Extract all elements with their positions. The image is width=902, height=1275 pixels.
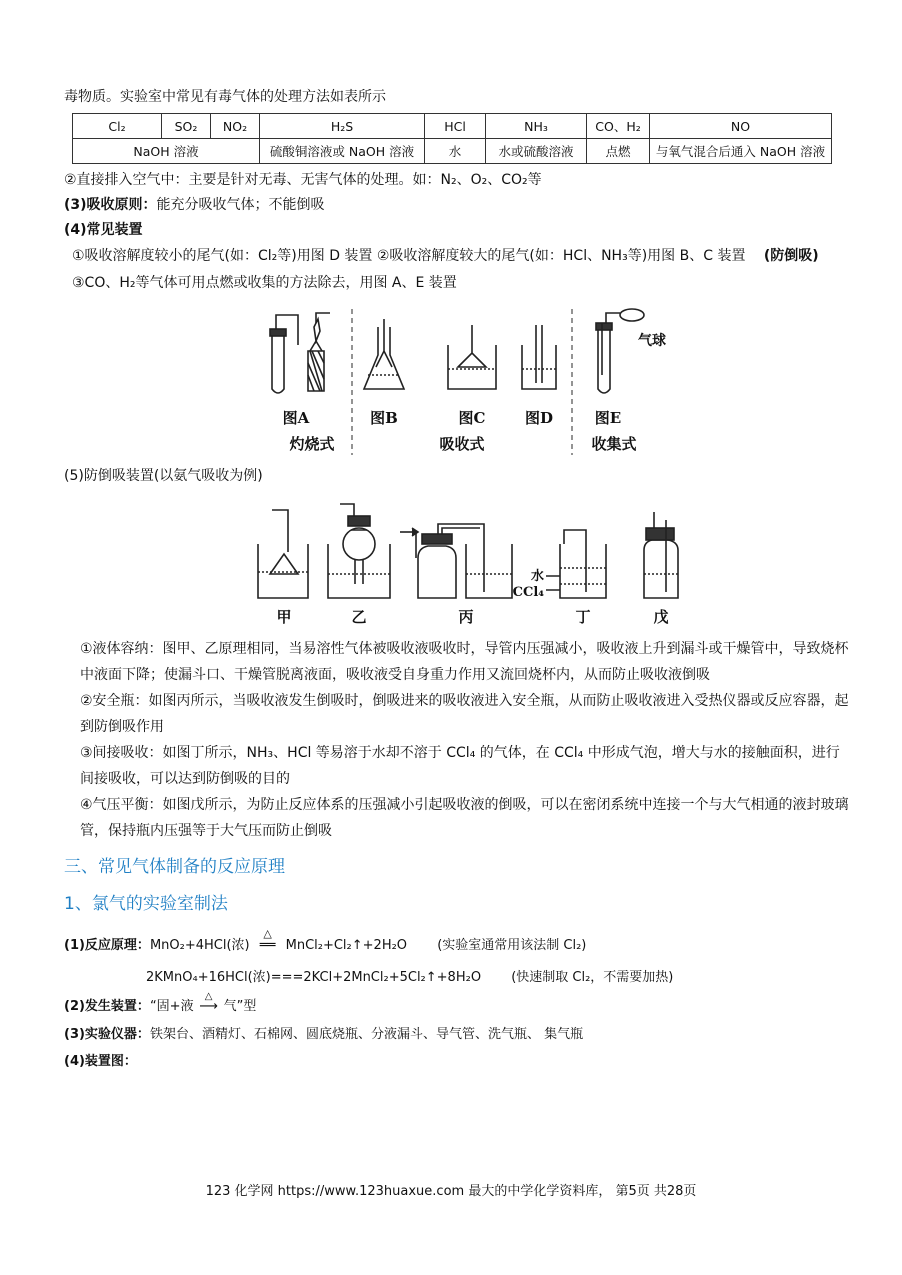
apparatus-figure-label: (4)装置图： (64, 1054, 137, 1069)
reaction-line-1 (64, 927, 587, 956)
toxic-gas-table (72, 113, 832, 164)
generator-line (64, 991, 257, 1017)
gas-header-no: NO (650, 114, 832, 139)
para-indirect-absorb: ③间接吸收：如图丁所示，NH₃、HCl 等易溶于水却不溶于 CCl₄ 的气体，在 CCl₄ 中形成气泡，增大与水的接触面积，进行间接吸收，可以达到防倒吸的目的 (80, 745, 840, 787)
reaction-line-2 (146, 968, 673, 988)
para-safety-bottle: ②安全瓶：如图丙所示，当吸收液发生倒吸时，倒吸进来的吸收液进入安全瓶，从而防止吸收液进入受热仪器或反应容器，起到防倒吸作用 (80, 693, 849, 735)
devices-line-1 (72, 246, 819, 266)
device-ding-diagram (546, 530, 606, 598)
heat-icon: △ (204, 991, 213, 1002)
group-absorb-label: 吸收式 (439, 435, 485, 453)
ccl4-label: CCl₄ (512, 585, 544, 600)
anti-suckback-title: (5)防倒吸装置(以氨气吸收为例) (64, 468, 263, 484)
fig-wu-label: 戊 (653, 608, 669, 626)
reaction-1-left: MnO₂+4HCl(浓) (149, 938, 250, 953)
fig-b-label: 图B (370, 409, 398, 427)
method-cell: NaOH 溶液 (73, 139, 260, 164)
fig-e-label: 图E (594, 409, 622, 427)
device-wu-diagram (644, 512, 678, 598)
gas-header-nh3: NH₃ (486, 114, 587, 139)
balloon-label: 气球 (638, 333, 666, 349)
reaction-2-note: (快速制取 Cl₂，不需要加热) (511, 970, 674, 985)
fig-yi-label: 乙 (351, 608, 367, 626)
absorb-principle-line (64, 195, 325, 215)
reaction-1-right: MnCl₂+Cl₂↑+2H₂O (285, 938, 408, 953)
method-cell: 与氧气混合后通入 NaOH 溶液 (650, 139, 832, 164)
para-liquid-hold: ①液体容纳：图甲、乙原理相同，当易溶性气体被吸收液吸收时，导管内压强减小，吸收液上升到漏斗或干燥管中，导致烧杯中液面下降；使漏斗口、干燥管脱离液面，吸收液受自身重力作用又流回烧杯内，从而防止吸收液倒吸 (80, 641, 849, 683)
method-cell: 水 (425, 139, 486, 164)
group-burn-label: 灼烧式 (289, 435, 335, 453)
device-yi-diagram (328, 504, 390, 598)
instruments-text: 铁架台、酒精灯、石棉网、圆底烧瓶、分液漏斗、导气管、洗气瓶、 集气瓶 (149, 1027, 584, 1042)
fig-a-label: 图A (282, 409, 310, 427)
direct-release-line: ②直接排入空气中：主要是针对无毒、无害气体的处理。如：N₂、O₂、CO₂等 (64, 172, 542, 188)
device-e-diagram (596, 309, 644, 393)
intro-text: 毒物质。实验室中常见有毒气体的处理方法如表所示 (64, 89, 386, 105)
gas-header-hcl: HCl (425, 114, 486, 139)
fig-jia-label: 甲 (276, 608, 292, 626)
reaction-2: 2KMnO₄+16HCl(浓)===2KCl+2MnCl₂+5Cl₂↑+8H₂O (146, 970, 482, 985)
table-row (73, 139, 832, 164)
device-a-diagram (270, 313, 330, 393)
gas-header-co-h2: CO、H₂ (587, 114, 650, 139)
device-jia-diagram (258, 510, 308, 598)
generator-right: 气”型 (223, 999, 257, 1014)
devices-heading: (4)常见装置 (64, 222, 143, 238)
instruments-label: (3)实验仪器： (64, 1027, 150, 1042)
method-cell: 水或硫酸溶液 (486, 139, 587, 164)
device-d-diagram (522, 325, 556, 389)
generator-label: (2)发生装置： (64, 999, 150, 1014)
reaction-1-note: (实验室通常用该法制 Cl₂) (437, 938, 587, 953)
heat-icon: △ (263, 927, 272, 940)
fig-d-label: 图D (524, 409, 554, 427)
method-cell: 硫酸铜溶液或 NaOH 溶液 (260, 139, 425, 164)
generator-left: “固+液 (149, 999, 194, 1014)
gas-header-no2: NO₂ (211, 114, 260, 139)
devices-line-2: ③CO、H₂等气体可用点燃或收集的方法除去，用图 A、E 装置 (72, 275, 457, 291)
fig-c-label: 图C (458, 409, 486, 427)
gas-header-h2s: H₂S (260, 114, 425, 139)
heat-condition: △ ══ (250, 936, 286, 956)
group-collect-label: 收集式 (591, 435, 637, 453)
section-3-1-heading: 1、氯气的实验室制法 (64, 894, 228, 914)
tail-gas-devices-figure (250, 305, 670, 455)
generator-arrow: △ ⟶ (194, 997, 224, 1017)
device-b-diagram (364, 319, 404, 389)
anti-suckback-note: (防倒吸) (763, 248, 819, 264)
water-label: 水 (530, 569, 544, 584)
devices-text-1: ①吸收溶解度较小的尾气(如：Cl₂等)用图 D 装置 ②吸收溶解度较大的尾气(如：HCl、NH₃等)用图 B、C 装置 (72, 248, 746, 264)
para-pressure-balance: ④气压平衡：如图戊所示，为防止反应体系的压强减小引起吸收液的倒吸，可以在密闭系统中连接一个与大气相通的液封玻璃管，保持瓶内压强等于大气压而防止倒吸 (80, 797, 849, 839)
section-3-heading: 三、常见气体制备的反应原理 (64, 857, 285, 877)
fig-ding-label: 丁 (575, 608, 591, 626)
instruments-line (64, 1025, 583, 1045)
principle-label: (3)吸收原则： (64, 197, 157, 213)
reaction-label: (1)反应原理： (64, 938, 150, 953)
gas-header-cl2: Cl₂ (73, 114, 162, 139)
table-row (73, 114, 832, 139)
device-bing-diagram (400, 524, 512, 598)
page-footer: 123 化学网 https://www.123huaxue.com 最大的中学化学资料库， 第5页 共28页 (205, 1184, 697, 1199)
anti-suckback-figure (250, 498, 690, 630)
gas-header-so2: SO₂ (162, 114, 211, 139)
method-cell: 点燃 (587, 139, 650, 164)
device-c-diagram (448, 325, 496, 389)
principle-text: 能充分吸收气体；不能倒吸 (156, 197, 325, 213)
fig-bing-label: 丙 (458, 608, 474, 626)
